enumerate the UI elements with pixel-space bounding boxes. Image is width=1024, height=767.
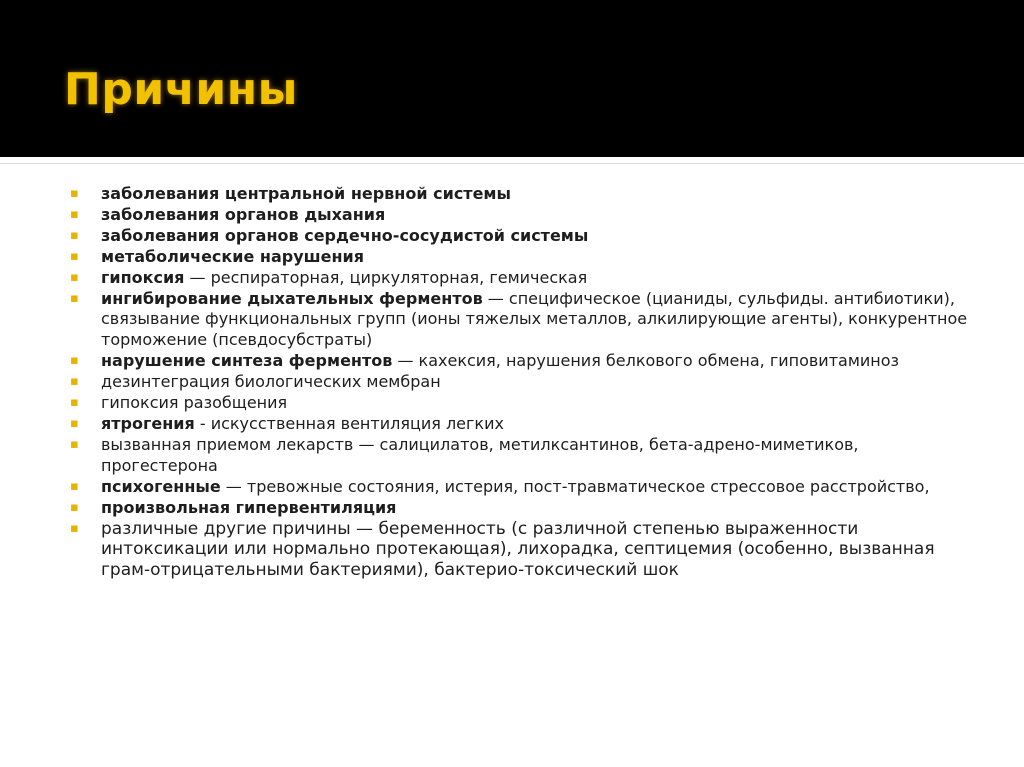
causes-list [70,184,970,581]
bullet-icon: ▪ [70,227,79,243]
item-bold-text: заболевания центральной нервной системы [101,184,511,203]
bullet-icon: ▪ [70,269,79,285]
title-bar [0,0,1024,157]
bullet-icon: ▪ [70,415,79,431]
item-text: дезинтеграция биологических мембран [101,372,441,392]
list-item [70,205,970,226]
bullet-icon: ▪ [70,478,79,494]
bullet-icon: ▪ [70,353,79,369]
list-item [70,184,970,205]
bullet-icon: ▪ [70,520,79,536]
list-item [70,351,970,372]
item-bold-text: метаболические нарушения [101,246,365,266]
list-item [70,393,970,414]
bullet-icon: ▪ [70,374,79,390]
list-item [70,226,970,247]
item-text: гипоксия разобщения [101,393,288,413]
item-text: — респираторная, циркуляторная, гемическая [184,267,588,287]
item-text: вызванная приемом лекарств — салицилатов, метилксантинов, бета-адрено-миметиков, прогестерона [101,434,859,475]
bullet-icon: ▪ [70,499,79,515]
list-item [70,268,970,289]
item-text: — кахексия, нарушения белкового обмена, гиповитаминоз [392,351,900,371]
item-bold-text: произвольная гипервентиляция [101,497,397,517]
item-bold-text: ятрогения [101,413,195,433]
bullet-icon: ▪ [70,248,79,264]
list-item [70,247,970,268]
item-text: - искусственная вентиляция легких [194,413,504,433]
list-item [70,519,970,582]
bullet-icon: ▪ [70,186,79,201]
item-bold-text: заболевания органов сердечно-сосудистой системы [101,225,589,245]
item-bold-text: гипоксия [101,267,185,287]
list-item [70,414,970,435]
bullet-icon: ▪ [70,395,79,411]
bullet-icon: ▪ [70,290,79,306]
bullet-icon: ▪ [70,436,79,452]
list-item [70,498,970,519]
list-item [70,289,970,352]
item-text: — тревожные состояния, истерия, пост-травматическое стрессовое расстройство, [220,476,930,496]
item-text: различные другие причины — беременность (с различной степенью выраженности интоксикации или нормально протекающая), лихорадка, септицемия (особенно, вызванная грам-отрицательными бактериями), бактерио-токсический шок [101,518,935,581]
item-bold-text: психогенные [101,476,221,496]
slide-title: Причины [64,64,298,115]
list-item [70,372,970,393]
header-divider [0,157,1024,164]
list-item [70,435,970,477]
item-bold-text: ингибирование дыхательных ферментов [101,288,483,308]
list-item [70,477,970,498]
item-text: — специфическое (цианиды, сульфиды. антибиотики), связывание функциональных групп (ионы тяжелых металлов, алкилирующие агенты), конкурентное торможение (псевдосубстраты) [101,288,968,350]
item-bold-text: заболевания органов дыхания [101,204,386,224]
item-bold-text: нарушение синтеза ферментов [101,351,393,371]
bullet-icon: ▪ [70,206,79,222]
